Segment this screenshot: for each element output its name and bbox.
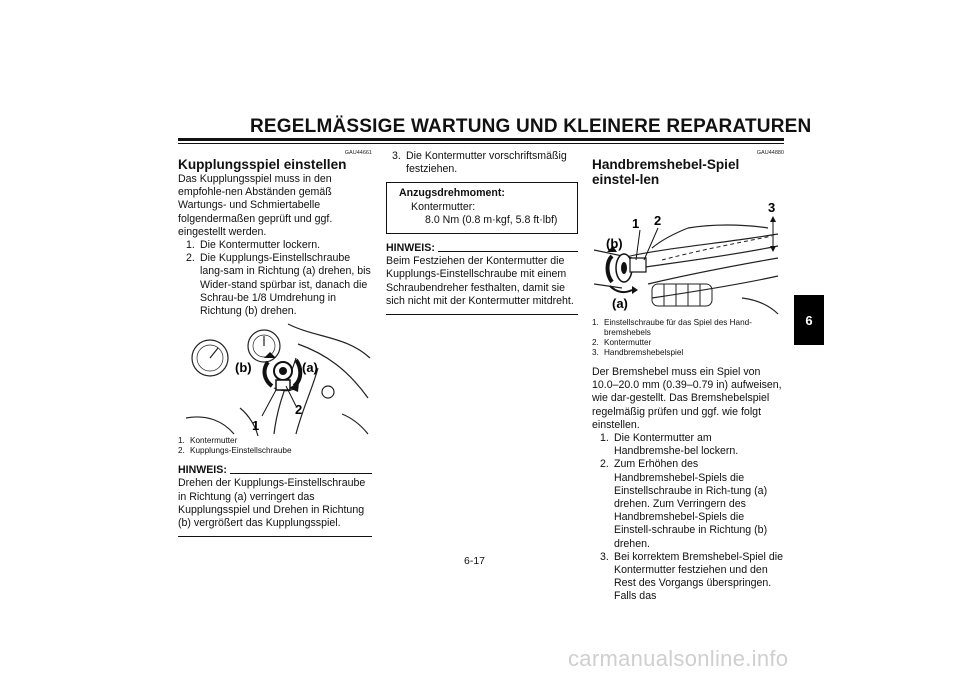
adjuster-assembly	[616, 254, 646, 282]
header-rule-thin	[178, 143, 784, 144]
header-rule-thick	[178, 138, 784, 141]
legend-number: 1.	[592, 318, 599, 327]
note-rule	[230, 473, 372, 474]
page-header-title: REGELMÄSSIGE WARTUNG UND KLEINERE REPARATUREN	[250, 116, 812, 137]
brake-lever-figure	[592, 188, 784, 318]
label-b: (b)	[606, 236, 623, 251]
legend-number: 2.	[592, 338, 599, 347]
brake-figure-legend	[592, 318, 784, 358]
clutch-adjust-figure	[178, 318, 372, 436]
step-text: Bei korrektem Bremshebel-Spiel die Kontermutter festziehen und den Rest des Vorgangs überspringen. Falls das	[614, 550, 783, 603]
label-2: 2	[295, 402, 303, 418]
label-1: 1	[632, 216, 640, 231]
section-code: GAU44661	[344, 150, 372, 156]
label-a: (a)	[612, 296, 628, 311]
adjuster-assembly	[274, 362, 292, 390]
step-number: 1.	[186, 239, 195, 252]
step-text: Die Kupplungs-Einstellschraube lang-sam in Richtung (a) drehen, bis Wider-stand spürbar ist, danach die Schrau-be 1/8 Umdrehung in Richtung (b) drehen.	[200, 252, 371, 318]
note-text: Drehen der Kupplungs-Einstellschraube in Richtung (a) verringert das Kupplungsspiel und Drehen in Richtung (b) vergrößert das Kupplungsspiel.	[178, 477, 366, 530]
step-number: 2.	[186, 252, 195, 265]
clutch-step-2	[178, 252, 372, 318]
note-label: HINWEIS:	[178, 464, 227, 477]
legend-number: 2.	[178, 446, 185, 456]
legend-item	[592, 338, 784, 348]
watermark: carmanualsonline.info	[568, 646, 789, 671]
note-heading	[386, 242, 578, 255]
note-text: Beim Festziehen der Kontermutter die Kupplungs-Einstellschraube mit einem Schraubendreher festhalten, damit sie sich nicht mit der Kontermutter mitdreht.	[386, 255, 574, 307]
brake-body-text: Der Bremshebel muss ein Spiel von 10.0–20.0 mm (0.39–0.79 in) aufweisen, wie dar-gestellt. Das Bremshebelspiel regelmäßig prüfen und ggf. wie folgt einstellen.	[592, 366, 782, 431]
legend-text: Kontermutter	[604, 338, 652, 347]
brake-step-2	[592, 458, 784, 550]
note-rule	[438, 251, 578, 252]
label-1: 1	[252, 418, 260, 434]
label-3: 3	[768, 200, 776, 215]
rotate-arrow-b-icon	[608, 256, 613, 282]
step-text: Die Kontermutter am Handbremshe-bel lockern.	[614, 432, 739, 458]
torque-spec-box	[386, 182, 578, 234]
legend-text: Kontermutter	[190, 436, 238, 446]
clutch-figure-legend	[178, 436, 372, 456]
clutch-step-3	[386, 150, 578, 176]
torque-part: Kontermutter:	[411, 200, 476, 213]
lever-grip	[652, 284, 712, 306]
right-column	[592, 150, 784, 604]
legend-number: 3.	[592, 348, 599, 357]
screw-icon	[322, 386, 334, 398]
legend-item	[592, 318, 784, 338]
label-b: (b)	[235, 360, 252, 376]
step-number: 2.	[600, 458, 609, 471]
legend-item	[178, 436, 372, 446]
legend-text: Einstellschraube für das Spiel des Hand-bremshebels	[604, 318, 752, 337]
step-number: 3.	[600, 550, 609, 563]
chapter-tab: 6	[794, 295, 824, 345]
middle-column	[386, 150, 578, 315]
note-end-rule	[178, 536, 372, 537]
rotate-arrow-a-icon	[294, 360, 300, 386]
legend-text: Kupplungs-Einstellschraube	[190, 446, 292, 456]
clutch-intro: Das Kupplungsspiel muss in den empfohle-nen Abständen gemäß Wartungs- und Schmiertabelle folgendermaßen geprüft und ggf. eingestellt werden.	[178, 173, 333, 238]
section-title-clutch: Kupplungsspiel einstellen	[178, 157, 347, 172]
step-text: Die Kontermutter vorschriftsmäßig festziehen.	[406, 150, 567, 176]
left-column	[178, 150, 372, 537]
rotate-arrow-b-icon	[265, 362, 272, 386]
legend-item	[178, 446, 372, 456]
legend-number: 1.	[178, 436, 185, 446]
step-number: 1.	[600, 432, 609, 445]
note-heading	[178, 464, 372, 477]
label-2: 2	[654, 213, 662, 228]
note-label: HINWEIS:	[386, 242, 435, 255]
torque-value: 8.0 Nm (0.8 m·kgf, 5.8 ft·lbf)	[425, 213, 558, 226]
brake-step-3	[592, 551, 784, 604]
step-text: Zum Erhöhen des Handbremshebel-Spiels die Einstellschraube in Rich-tung (a) drehen. Zum Verringern des Handbremshebel-Spiels die Einstell-schraube in Richtung (b) drehen.	[614, 458, 768, 550]
torque-title: Anzugsdrehmoment:	[399, 187, 505, 200]
section-title-brake-lever: Handbremshebel-Spiel einstel-len	[592, 157, 740, 187]
label-a: (a)	[302, 360, 318, 376]
note-end-rule	[386, 314, 578, 315]
brake-step-1	[592, 432, 784, 458]
step-number: 3.	[392, 150, 401, 162]
page-number: 6-17	[464, 555, 486, 567]
step-text: Die Kontermutter lockern.	[200, 239, 321, 252]
clutch-step-1	[178, 239, 372, 252]
legend-item	[592, 348, 784, 358]
legend-text: Handbremshebelspiel	[604, 348, 684, 357]
section-code: GAU44880	[756, 150, 784, 156]
